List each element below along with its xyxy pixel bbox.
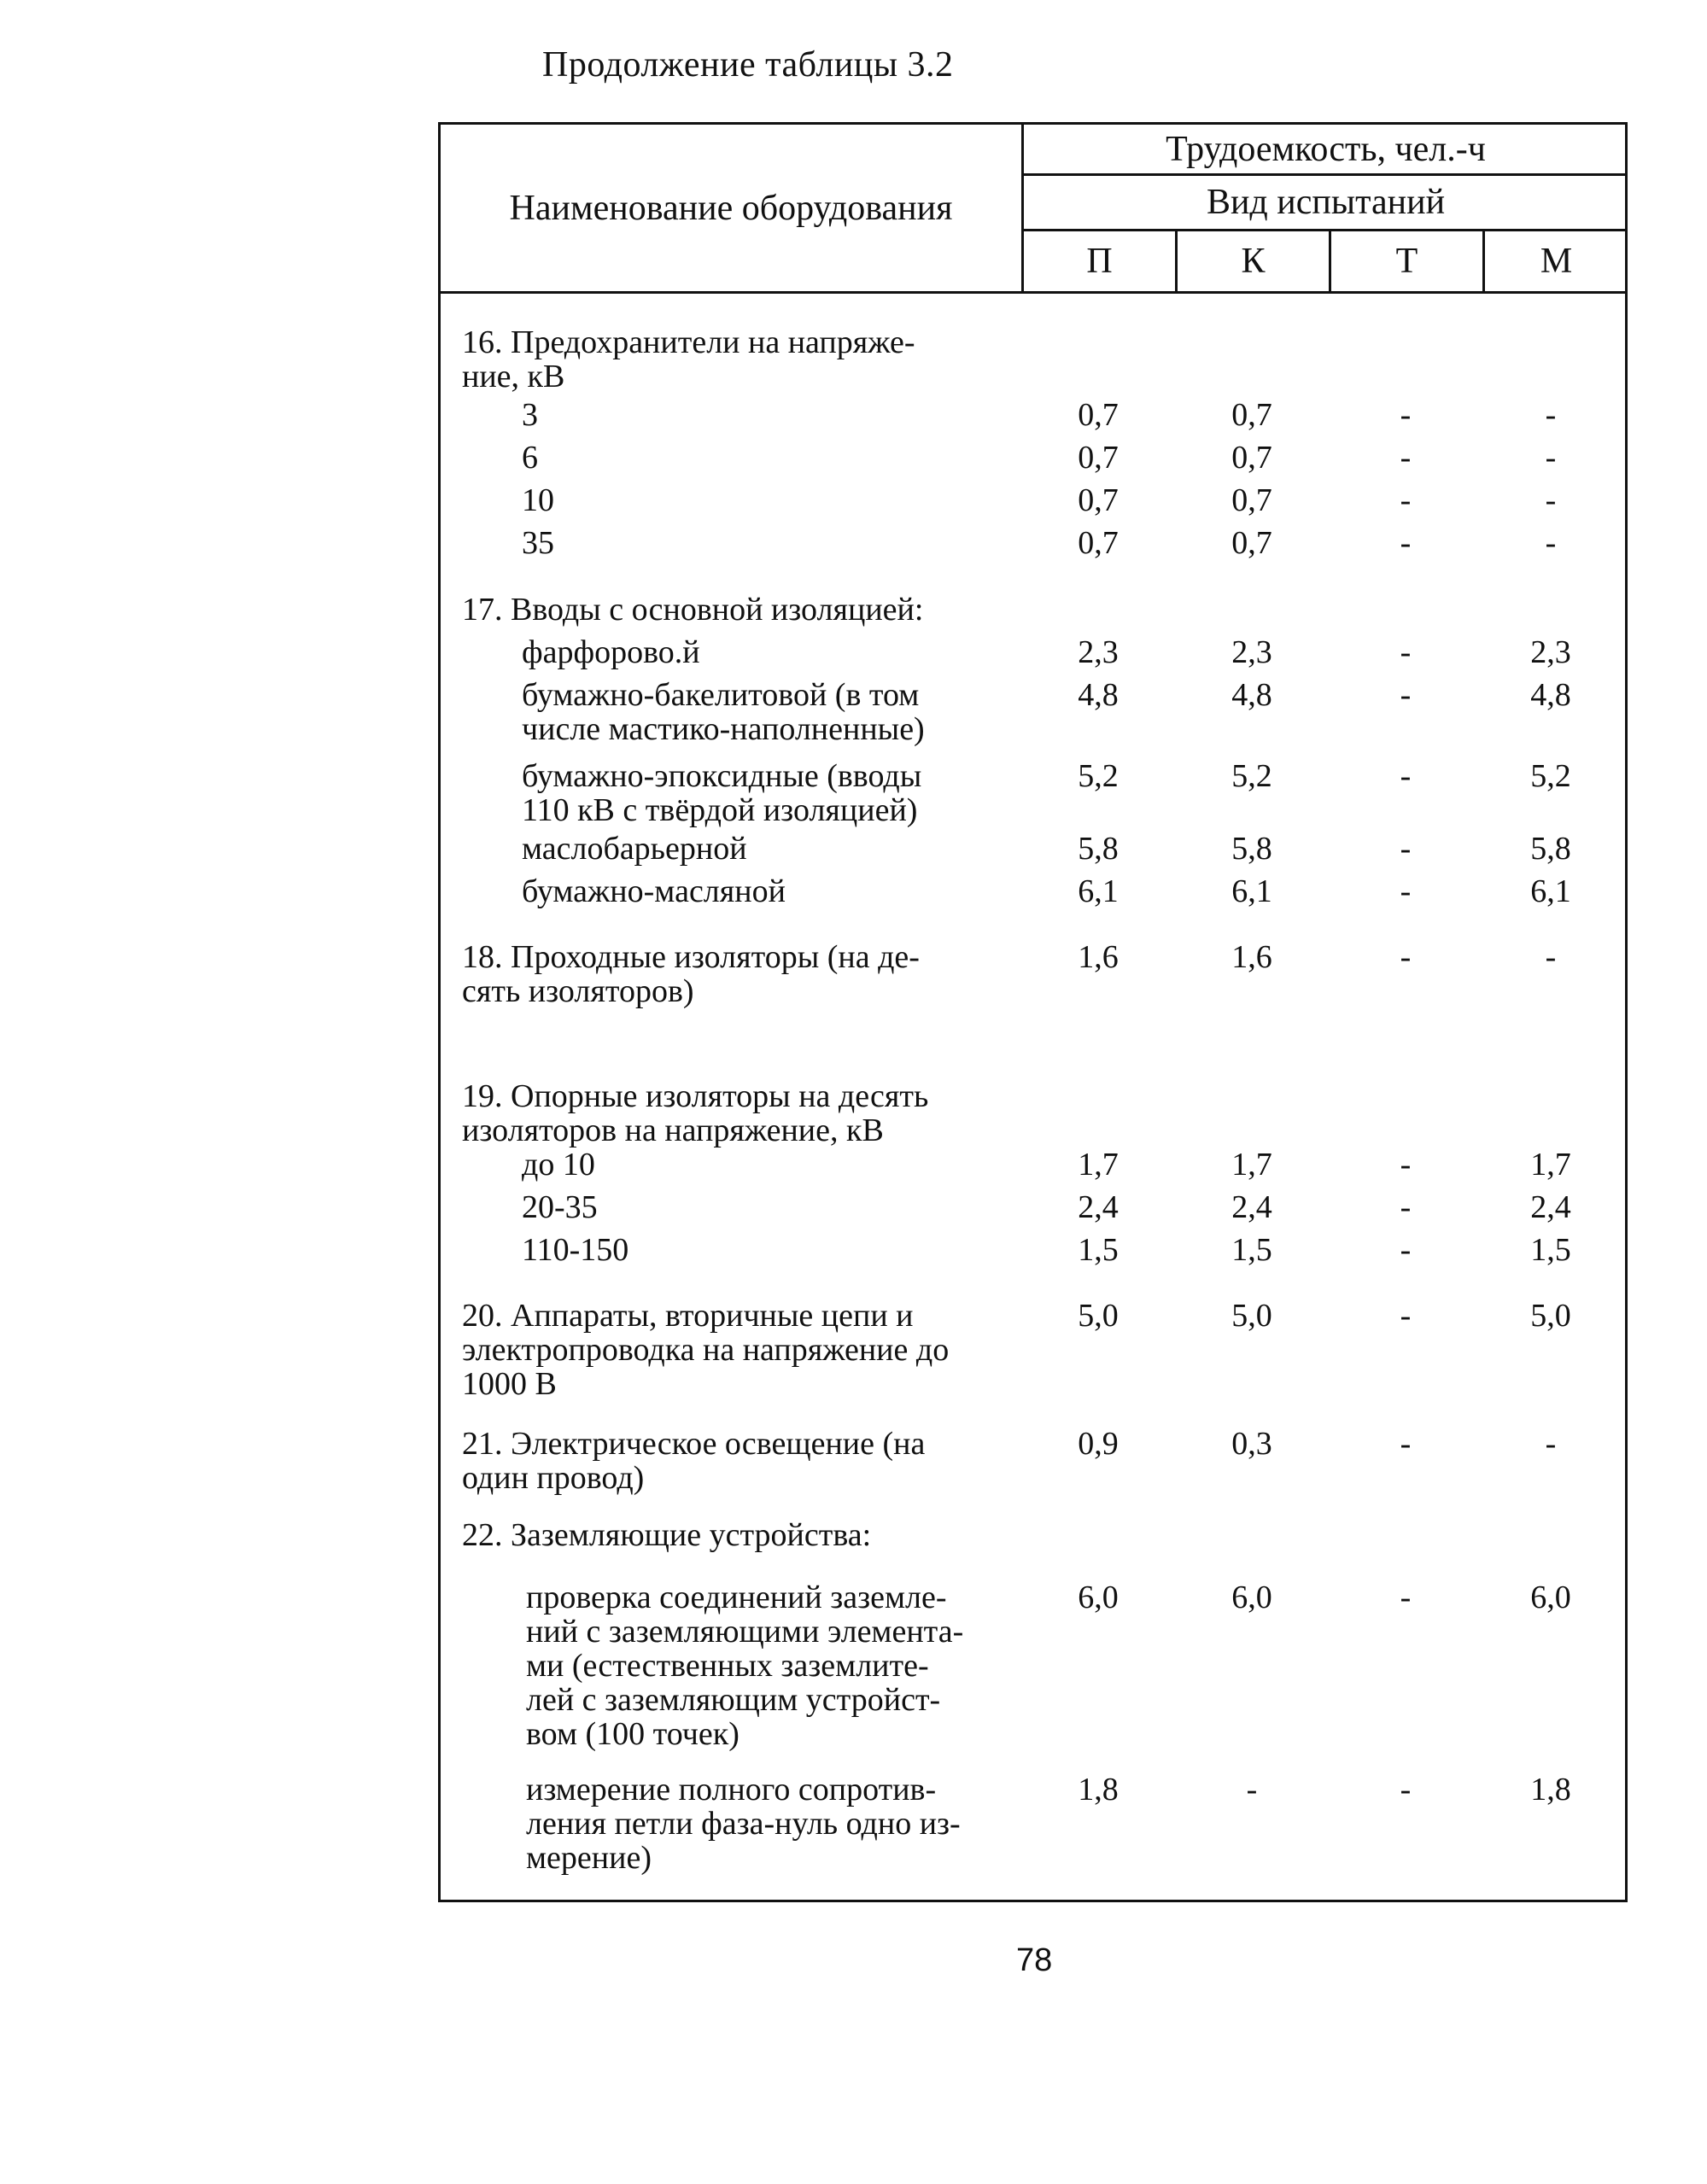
cell-value-t: -: [1400, 1298, 1412, 1334]
row-label-r22a: [526, 1580, 963, 1751]
cell-value-k: 0,3: [1231, 1426, 1272, 1462]
cell-value-k: 0,7: [1231, 525, 1272, 561]
row-label-r22b: [526, 1772, 961, 1875]
cell-value-k: 2,4: [1231, 1189, 1272, 1225]
row-label-line: 20-35: [522, 1189, 598, 1225]
row-label-r17h: [462, 593, 923, 627]
cell-value-k: 2,3: [1231, 634, 1272, 670]
row-label-line: сять изоляторов): [462, 973, 694, 1009]
cell-value-p: 0,7: [1078, 440, 1119, 476]
cell-value-m: 1,8: [1530, 1772, 1571, 1807]
cell-value-p: 1,7: [1078, 1147, 1119, 1183]
row-label-r16a: [522, 398, 538, 432]
cell-value-t: -: [1400, 1580, 1412, 1615]
cell-value-m: 6,1: [1530, 873, 1571, 909]
row-label-r16h: [462, 325, 915, 394]
cell-value-k: 0,7: [1231, 440, 1272, 476]
cell-value-p: 6,1: [1078, 873, 1119, 909]
cell-value-m: 1,5: [1530, 1232, 1571, 1268]
row-label-r16d: [522, 526, 554, 560]
header-col-t: Т: [1395, 242, 1418, 281]
cell-value-m: 2,4: [1530, 1189, 1571, 1225]
cell-value-m: 6,0: [1530, 1580, 1571, 1615]
cell-value-k: 1,5: [1231, 1232, 1272, 1268]
row-label-line: один провод): [462, 1460, 645, 1496]
row-label-line: маслобарьерной: [522, 831, 747, 867]
cell-value-m: 5,2: [1530, 758, 1571, 794]
cell-value-p: 5,2: [1078, 758, 1119, 794]
cell-value-t: -: [1400, 634, 1412, 670]
row-label-r17d: [522, 832, 747, 866]
row-label-line: 35: [522, 525, 554, 561]
row-label-line: бумажно-бакелитовой (в том: [522, 677, 920, 713]
row-label-line: 110 кВ с твёрдой изоляцией): [522, 792, 918, 828]
row-label-r22h: [462, 1518, 871, 1552]
cell-value-m: 5,0: [1530, 1298, 1571, 1334]
header-labor: Трудоемкость, чел.-ч: [1166, 129, 1486, 169]
cell-value-k: 1,6: [1231, 939, 1272, 975]
cell-value-p: 1,5: [1078, 1232, 1119, 1268]
data-table: [438, 122, 1628, 1902]
cell-value-p: 2,4: [1078, 1189, 1119, 1225]
cell-value-t: -: [1400, 1189, 1412, 1225]
row-label-r16c: [522, 483, 554, 517]
row-label-line: мерение): [526, 1840, 652, 1876]
cell-value-m: -: [1545, 525, 1557, 561]
cell-value-m: 5,8: [1530, 831, 1571, 867]
row-label-line: 21. Электрическое освещение (на: [462, 1426, 926, 1462]
row-label-line: фарфорово.й: [522, 634, 700, 670]
row-label-line: бумажно-эпоксидные (вводы: [522, 758, 922, 794]
cell-value-k: 1,7: [1231, 1147, 1272, 1183]
cell-value-t: -: [1400, 440, 1412, 476]
row-label-r18: [462, 940, 920, 1008]
header-test-type: Вид испытаний: [1206, 183, 1446, 222]
cell-value-m: 4,8: [1530, 677, 1571, 713]
cell-value-m: -: [1545, 1426, 1557, 1462]
cell-value-t: -: [1400, 482, 1412, 518]
row-label-r20: [462, 1299, 949, 1401]
cell-value-t: -: [1400, 939, 1412, 975]
cell-value-t: -: [1400, 1426, 1412, 1462]
cell-value-t: -: [1400, 1232, 1412, 1268]
row-label-line: 3: [522, 397, 538, 433]
cell-value-m: 1,7: [1530, 1147, 1571, 1183]
row-label-r19b: [522, 1190, 598, 1224]
row-label-r17b: [522, 678, 925, 746]
cell-value-k: 6,0: [1231, 1580, 1272, 1615]
table-caption: Продолжение таблицы 3.2: [542, 45, 954, 85]
row-label-line: бумажно-масляной: [522, 873, 786, 909]
row-label-line: ние, кВ: [462, 359, 565, 394]
row-label-line: 110-150: [522, 1232, 629, 1268]
row-label-line: проверка соединений заземле-: [526, 1580, 947, 1615]
cell-value-p: 4,8: [1078, 677, 1119, 713]
cell-value-t: -: [1400, 758, 1412, 794]
cell-value-p: 0,7: [1078, 525, 1119, 561]
row-label-r17c: [522, 759, 921, 827]
row-label-line: 1000 В: [462, 1366, 557, 1402]
cell-value-p: 5,8: [1078, 831, 1119, 867]
cell-value-k: 6,1: [1231, 873, 1272, 909]
row-label-line: ми (естественных заземлите-: [526, 1648, 929, 1684]
row-label-line: 16. Предохранители на напряже-: [462, 324, 915, 360]
row-label-r21: [462, 1427, 925, 1495]
row-label-line: 6: [522, 440, 538, 476]
cell-value-m: -: [1545, 939, 1557, 975]
row-label-line: изоляторов на напряжение, кВ: [462, 1112, 884, 1148]
row-label-line: 18. Проходные изоляторы (на де-: [462, 939, 920, 975]
row-label-r16b: [522, 441, 538, 475]
cell-value-p: 0,7: [1078, 397, 1119, 433]
row-label-r19c: [522, 1233, 628, 1267]
cell-value-p: 0,7: [1078, 482, 1119, 518]
cell-value-t: -: [1400, 873, 1412, 909]
cell-value-t: -: [1400, 1772, 1412, 1807]
row-label-line: вом (100 точек): [526, 1716, 740, 1752]
row-label-line: измерение полного сопротив-: [526, 1772, 937, 1807]
cell-value-k: 5,8: [1231, 831, 1272, 867]
cell-value-k: 0,7: [1231, 397, 1272, 433]
row-label-line: электропроводка на напряжение до: [462, 1332, 950, 1368]
cell-value-p: 6,0: [1078, 1580, 1119, 1615]
row-label-line: числе мастико-наполненные): [522, 711, 925, 747]
cell-value-k: 4,8: [1231, 677, 1272, 713]
row-label-line: 20. Аппараты, вторичные цепи и: [462, 1298, 914, 1334]
cell-value-p: 5,0: [1078, 1298, 1119, 1334]
cell-value-m: -: [1545, 482, 1557, 518]
row-label-r19a: [522, 1147, 595, 1182]
cell-value-p: 2,3: [1078, 634, 1119, 670]
cell-value-t: -: [1400, 831, 1412, 867]
row-label-r19h: [462, 1079, 928, 1147]
header-col-p: П: [1086, 242, 1113, 281]
row-label-r17e: [522, 874, 786, 908]
cell-value-k: -: [1246, 1772, 1258, 1807]
row-label-line: ления петли фаза-нуль одно из-: [526, 1806, 961, 1842]
row-label-line: 10: [522, 482, 554, 518]
cell-value-p: 1,6: [1078, 939, 1119, 975]
header-col-m: М: [1540, 242, 1573, 281]
cell-value-p: 1,8: [1078, 1772, 1119, 1807]
row-label-line: ний с заземляющими элемента-: [526, 1614, 964, 1650]
row-label-line: до 10: [522, 1147, 595, 1183]
cell-value-k: 5,2: [1231, 758, 1272, 794]
page-number: 78: [1016, 1942, 1053, 1978]
row-label-line: 17. Вводы с основной изоляцией:: [462, 592, 924, 628]
header-col-k: К: [1241, 242, 1266, 281]
header-bottom-line: [441, 291, 1628, 294]
cell-value-k: 5,0: [1231, 1298, 1272, 1334]
cell-value-k: 0,7: [1231, 482, 1272, 518]
row-label-r17a: [522, 635, 700, 669]
cell-value-m: -: [1545, 397, 1557, 433]
cell-value-p: 0,9: [1078, 1426, 1119, 1462]
cell-value-t: -: [1400, 525, 1412, 561]
row-label-line: лей с заземляющим устройст-: [526, 1682, 941, 1718]
row-label-line: 22. Заземляющие устройства:: [462, 1517, 872, 1553]
row-label-line: 19. Опорные изоляторы на десять: [462, 1078, 929, 1114]
cell-value-m: -: [1545, 440, 1557, 476]
cell-value-t: -: [1400, 677, 1412, 713]
cell-value-t: -: [1400, 1147, 1412, 1183]
cell-value-t: -: [1400, 397, 1412, 433]
cell-value-m: 2,3: [1530, 634, 1571, 670]
header-name-column: Наименование оборудования: [509, 188, 953, 228]
